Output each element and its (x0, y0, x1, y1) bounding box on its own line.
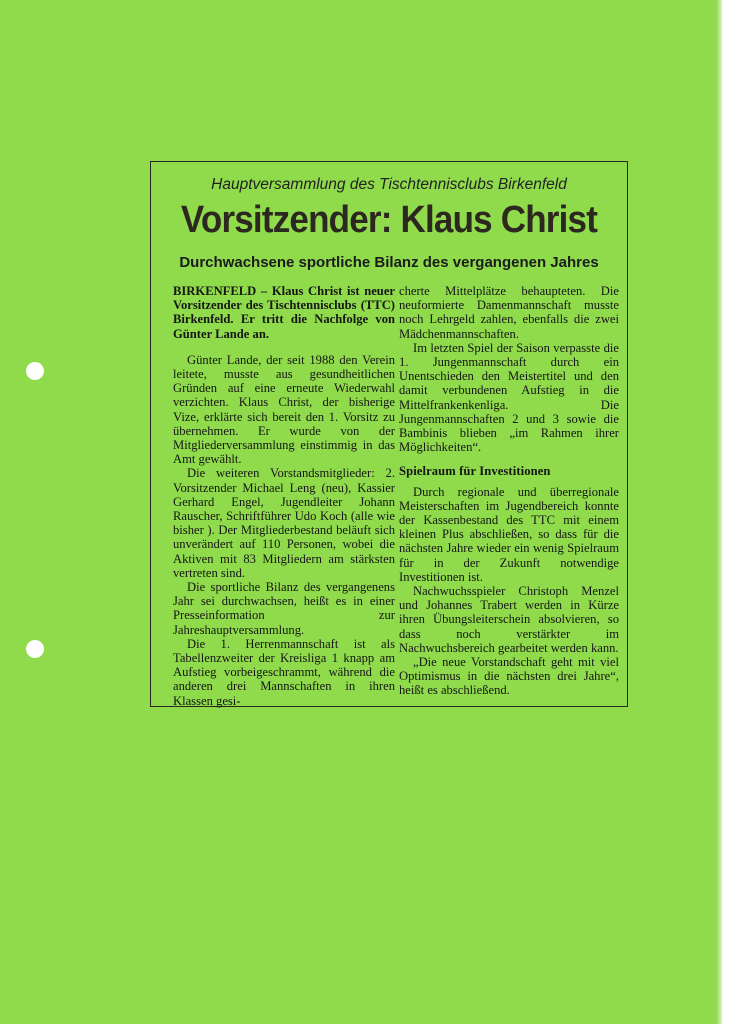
article-headline: Vorsitzender: Klaus Christ (180, 198, 598, 241)
body-paragraph: Günter Lande, der seit 1988 den Verein leitete, musste aus gesundheitlichen Gründen auf eine erneute Wiederwahl verzichten. Klaus Christ, der bisherige Vize, erklärte sich bereit den 1. Vorsitz zu übernehmen. Er wurde von der Mitgliederversammlung einstimmig in das Amt gewählt. (173, 352, 395, 467)
body-paragraph: Im letzten Spiel der Saison verpasste die 1. Jungenmannschaft durch ein Unentschieden den Meistertitel und den damit verbundenen Aufstieg in die Mittelfrankenkenliga. Die Jungenmannschaften 2 und 3 sowie die Bambinis blieben „im Rahmen ihrer Möglichkeiten“. (399, 340, 619, 455)
body-paragraph: Durch regionale und überregionale Meisterschaften im Jugendbereich konnte der Kassenbestand des TTC mit einem kleinen Plus abschließen, so dass für die nächsten Jahre wieder ein wenig Spielraum für in der Zukunft notwendige Investitionen ist. (399, 484, 619, 584)
body-paragraph: Nachwuchsspieler Christoph Menzel und Johannes Trabert werden in Kürze ihren Übungsleiterschein absolvieren, so dass noch verstärkter im Nachwuchsbereich gearbeitet werden kann. (399, 584, 619, 655)
right-column (399, 284, 619, 698)
section-heading: Spielraum für Investitionen (399, 464, 551, 479)
article-subheadline: Durchwachsene sportliche Bilanz des vergangenen Jahres (179, 254, 599, 271)
body-paragraph: Die weiteren Vorstandsmitglieder: 2. Vorsitzender Michael Leng (neu), Kassier Gerhard Engel, Jugendleiter Johann Rauscher, Schriftführer Udo Koch (alle wie bisher ). Der Mitgliederbestand beläuft sich unverändert auf 110 Personen, wobei die Aktiven mit 83 Mitgliedern am stärksten vertreten sind. (173, 466, 395, 580)
lead-paragraph: BIRKENFELD – Klaus Christ ist neuer Vorsitzender des Tischtennisclubs (TTC) Birkenfeld. Er tritt die Nachfolge von Günter Lande an. (173, 284, 395, 341)
paper-edge (716, 0, 722, 1024)
body-paragraph: Die sportliche Bilanz des vergangenens Jahr sei durchwachsen, heißt es in einer Presseinformation zur Jahreshauptversammlung. (173, 580, 395, 637)
punch-hole-top (26, 362, 44, 380)
left-column (173, 284, 395, 708)
article-kicker: Hauptversammlung des Tischtennisclubs Birkenfeld (211, 176, 567, 193)
newspaper-clipping (150, 161, 628, 707)
punch-hole-bottom (26, 640, 44, 658)
body-paragraph: „Die neue Vorstandschaft geht mit viel Optimismus in die nächsten drei Jahre“, heißt es abschließend. (399, 655, 619, 698)
body-paragraph: cherte Mittelplätze behaupteten. Die neuformierte Damenmannschaft musste noch Lehrgeld zahlen, ebenfalls die zwei Mädchenmannschaften. (399, 284, 619, 341)
body-paragraph: Die 1. Herrenmannschaft ist als Tabellenzweiter der Kreisliga 1 knapp am Aufstieg vorbeigeschrammt, während die anderen drei Mannschaften in ihren Klassen gesi- (173, 636, 395, 708)
